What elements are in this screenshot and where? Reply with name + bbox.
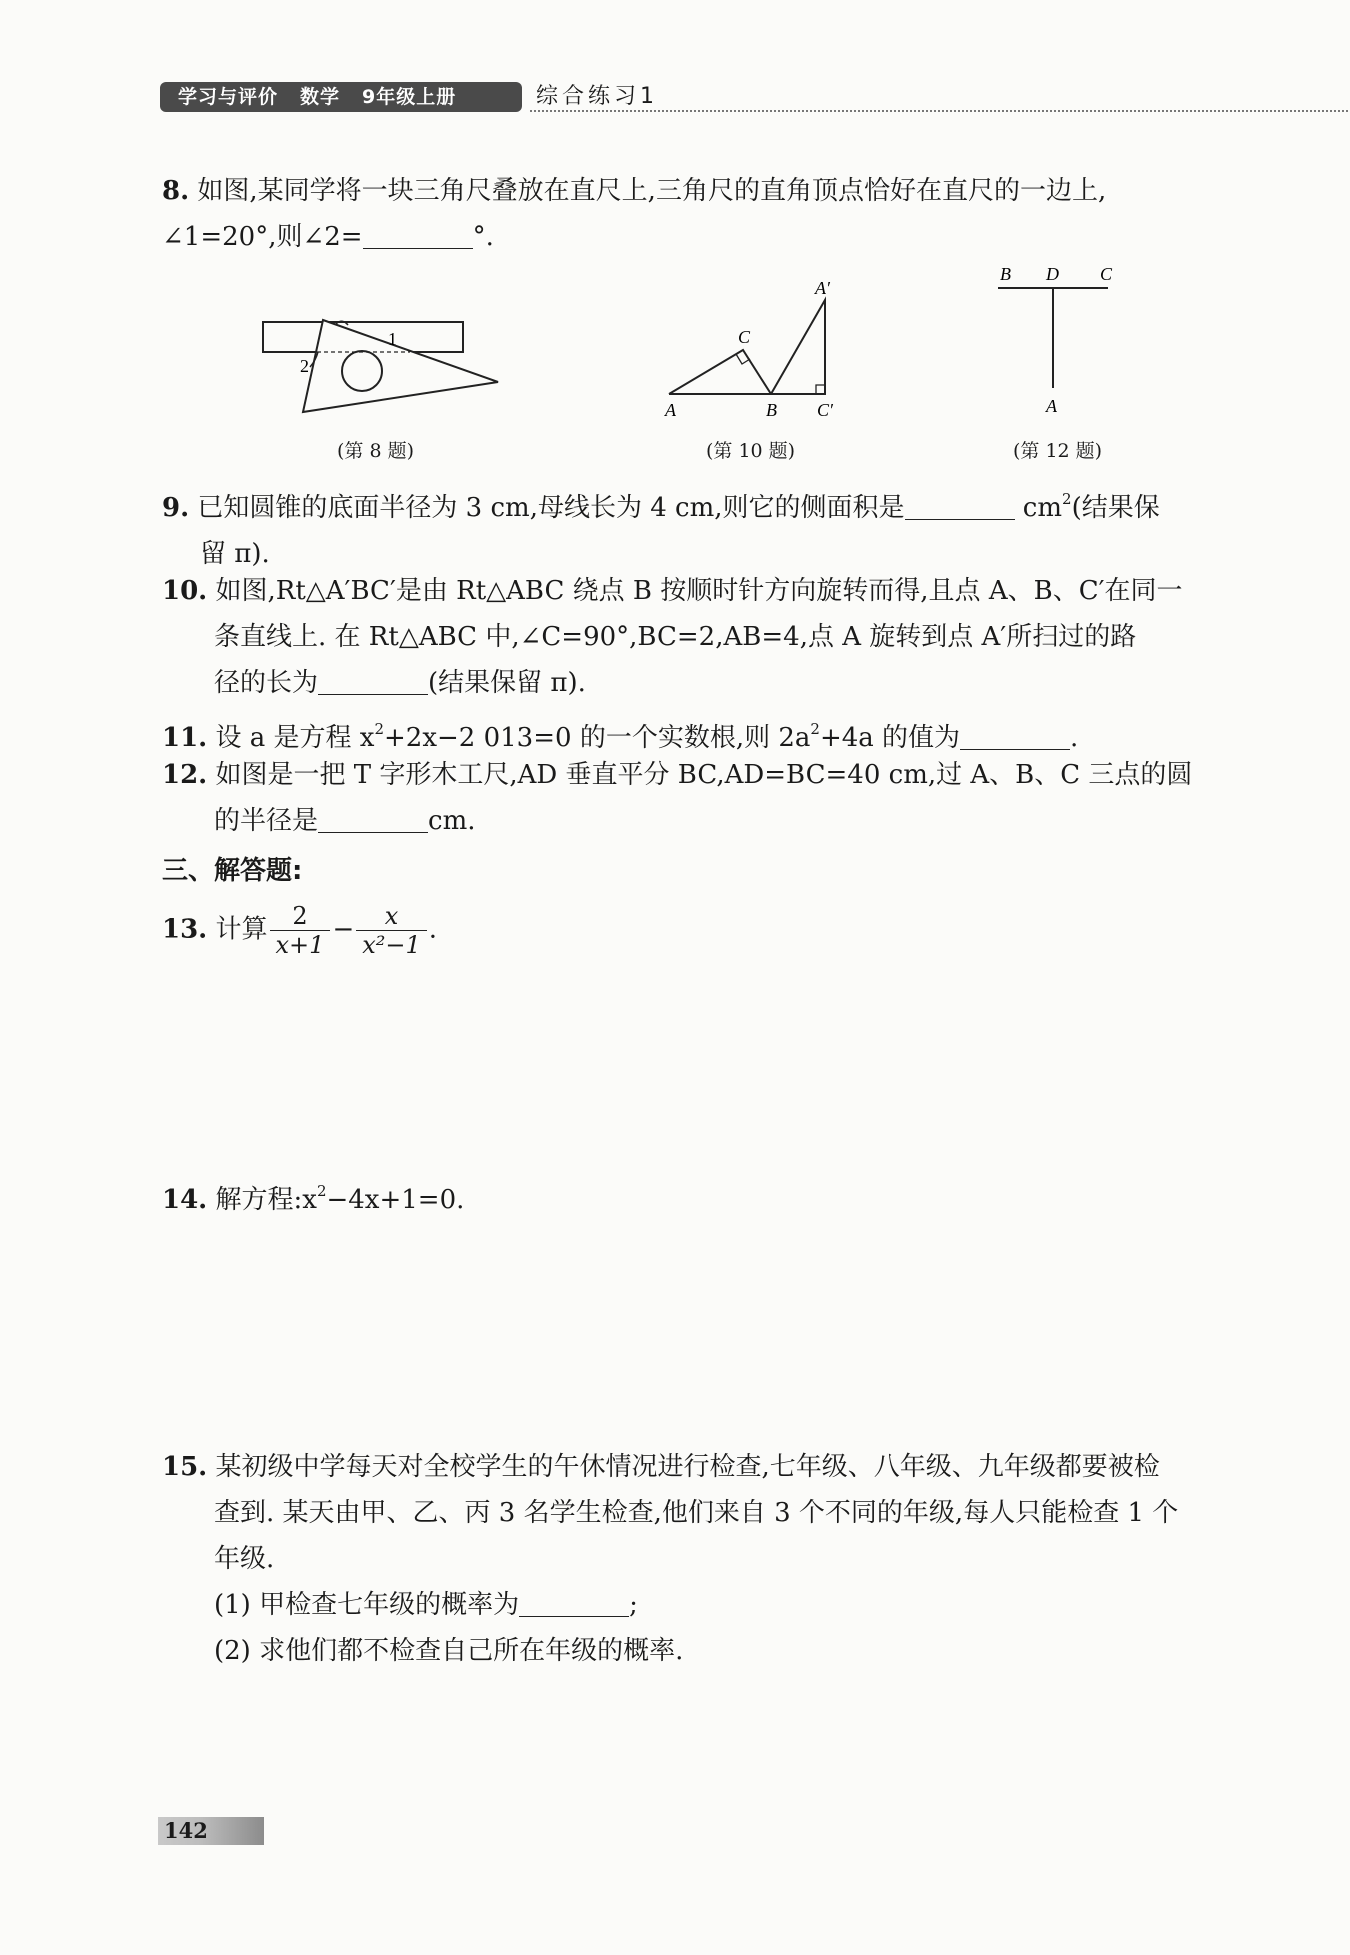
point-b-label: B xyxy=(766,400,777,420)
section-heading: 三、解答题: xyxy=(162,856,303,886)
fraction-1 xyxy=(270,902,331,959)
sub-question-1: (1) 甲检查七年级的概率为 xyxy=(214,1590,520,1620)
triangle-a-prime-b-c-prime xyxy=(771,300,825,394)
point-a-label: A xyxy=(665,400,676,420)
triangle-abc xyxy=(669,350,771,394)
question-text: . xyxy=(428,914,438,945)
figure-12-t-square xyxy=(990,258,1120,423)
point-c-label: C xyxy=(1100,264,1113,284)
question-text: 径的长为 xyxy=(214,668,319,698)
header-divider xyxy=(530,110,1350,112)
answer-blank xyxy=(318,806,428,833)
figure-10-caption: (第 10 题) xyxy=(706,440,796,462)
question-number: 12. xyxy=(162,760,208,790)
question-text: +2x−2 013=0 的一个实数根,则 2a xyxy=(384,723,811,753)
question-text: 已知圆锥的底面半径为 3 cm,母线长为 4 cm,则它的侧面积是 xyxy=(197,493,905,523)
question-text: . xyxy=(1070,723,1079,753)
point-c-label: C xyxy=(738,327,751,347)
figure-10-rotation xyxy=(655,280,855,425)
question-number: 10. xyxy=(162,576,208,606)
question-text: ∠1=20°,则∠2= xyxy=(162,222,363,252)
point-a-label: A xyxy=(1046,396,1057,416)
question-number: 11. xyxy=(162,723,208,753)
question-text: °. xyxy=(472,222,494,252)
unit: cm xyxy=(1022,493,1063,523)
question-text: 某初级中学每天对全校学生的午休情况进行检查,七年级、八年级、九年级都要被检 xyxy=(215,1452,1160,1482)
question-text: 如图,Rt△A′BC′是由 Rt△ABC 绕点 B 按顺时针方向旋转而得,且点 A、B、C′在同一 xyxy=(215,576,1183,606)
book-badge xyxy=(160,82,522,112)
right-angle-mark-c-prime xyxy=(816,385,825,394)
fraction-2 xyxy=(356,902,427,959)
question-text: +4a 的值为 xyxy=(819,723,961,753)
point-a-prime-label: A′ xyxy=(815,280,830,298)
question-text: (结果保留 π). xyxy=(428,668,586,698)
figure-12-caption: (第 12 题) xyxy=(1013,440,1103,462)
question-text: 如图,某同学将一块三角尺叠放在直尺上,三角尺的直角顶点恰好在直尺的一边上, xyxy=(197,176,1107,206)
exponent: 2 xyxy=(810,720,820,738)
question-number: 14. xyxy=(162,1185,208,1215)
question-text: 条直线上. 在 Rt△ABC 中,∠C=90°,BC=2,AB=4,点 A 旋转到点 A′所扫过的路 xyxy=(214,622,1137,652)
question-9 xyxy=(162,476,1160,577)
question-number: 8. xyxy=(162,176,190,206)
answer-blank xyxy=(519,1590,629,1617)
question-13 xyxy=(162,902,437,959)
question-number: 9. xyxy=(162,493,190,523)
answer-blank xyxy=(318,668,428,695)
question-text: 留 π). xyxy=(200,539,270,569)
fraction-denominator: x²−1 xyxy=(362,931,421,959)
exponent: 2 xyxy=(316,1182,327,1200)
question-text: ; xyxy=(629,1590,638,1620)
unit-exponent: 2 xyxy=(1062,490,1072,508)
fraction-numerator: x xyxy=(356,902,427,931)
exponent: 2 xyxy=(374,720,385,738)
answer-blank xyxy=(363,222,473,249)
triangle-shape xyxy=(303,320,498,412)
question-12 xyxy=(162,752,1192,844)
minus-sign: − xyxy=(332,914,355,945)
sub-question-2: (2) 求他们都不检查自己所在年级的概率. xyxy=(214,1636,684,1666)
point-d-label: D xyxy=(1046,264,1059,284)
figure-8-caption: (第 8 题) xyxy=(337,440,414,462)
question-14 xyxy=(162,1168,464,1223)
angle-2-label: 2 xyxy=(300,356,309,376)
book-title: 学习与评价 xyxy=(178,86,279,108)
angle-1-label: 1 xyxy=(388,329,397,349)
question-text: −4x+1=0. xyxy=(326,1185,465,1215)
question-text: 计算 xyxy=(215,914,268,945)
question-15 xyxy=(162,1444,1178,1674)
section-title: 综合练习1 xyxy=(536,84,658,109)
question-text: 解方程:x xyxy=(215,1185,317,1215)
question-number: 13. xyxy=(162,914,208,945)
question-text: 查到. 某天由甲、乙、丙 3 名学生检查,他们来自 3 个不同的年级,每人只能检查 1 个 xyxy=(214,1498,1179,1528)
question-text: 年级. xyxy=(214,1544,275,1574)
fraction-numerator: 2 xyxy=(270,902,331,931)
question-10 xyxy=(162,568,1183,706)
question-text: 的半径是 xyxy=(214,806,319,836)
question-number: 15. xyxy=(162,1452,208,1482)
question-text: (结果保 xyxy=(1071,493,1160,523)
point-c-prime-label: C′ xyxy=(817,400,833,420)
page-number: 142 xyxy=(164,1818,208,1843)
answer-blank xyxy=(905,493,1015,520)
page-number-tab xyxy=(158,1817,264,1845)
question-text: cm. xyxy=(428,806,476,836)
fraction-denominator: x+1 xyxy=(275,931,325,959)
point-b-label: B xyxy=(1000,264,1011,284)
grade-label: 9年级上册 xyxy=(362,86,457,108)
question-text: 设 a 是方程 x xyxy=(215,723,375,753)
figure-8-ruler-triangle xyxy=(258,312,508,422)
page-header xyxy=(160,80,1220,116)
answer-blank xyxy=(960,723,1070,750)
question-text: 如图是一把 T 字形木工尺,AD 垂直平分 BC,AD=BC=40 cm,过 A、B、C 三点的圆 xyxy=(215,760,1193,790)
subject-label: 数学 xyxy=(300,86,341,108)
question-8 xyxy=(162,168,1106,260)
